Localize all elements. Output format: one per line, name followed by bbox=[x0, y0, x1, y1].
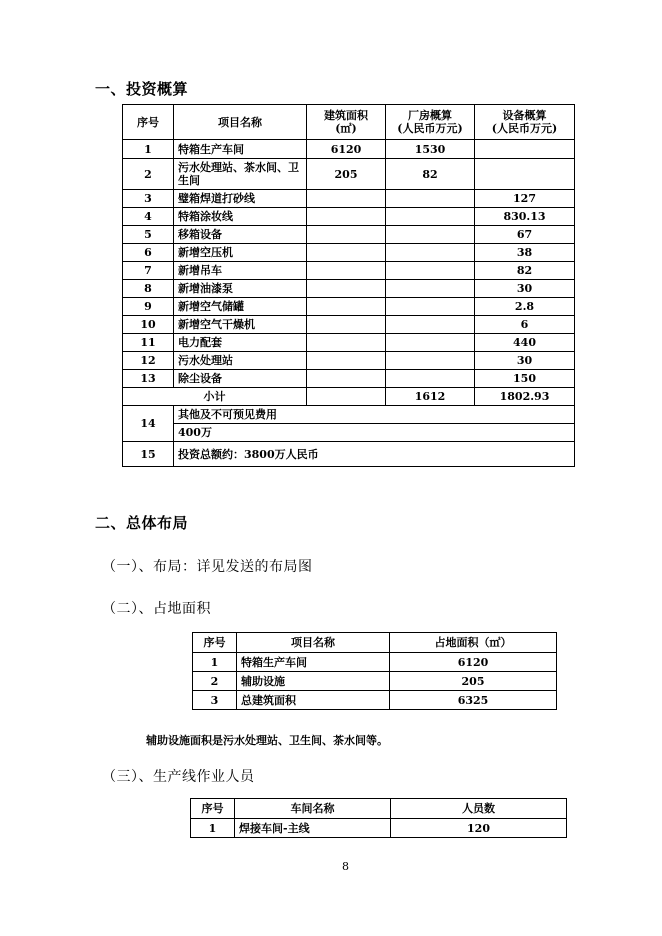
header-no: 序号 bbox=[193, 633, 237, 653]
row-plant: 82 bbox=[386, 159, 475, 190]
row-no: 6 bbox=[123, 244, 174, 262]
table-row bbox=[123, 316, 575, 334]
row-name: 污水处理站 bbox=[174, 352, 307, 370]
row-name: 辅助设施 bbox=[237, 672, 390, 691]
row-name: 新增油漆泵 bbox=[174, 280, 307, 298]
total-row bbox=[123, 442, 575, 467]
row-area bbox=[307, 370, 386, 388]
page-number: 8 bbox=[342, 860, 349, 873]
row-equipment: 150 bbox=[475, 370, 575, 388]
table-row bbox=[123, 159, 575, 190]
row-name: 新增空气储罐 bbox=[174, 298, 307, 316]
row-no: 8 bbox=[123, 280, 174, 298]
row-equipment: 440 bbox=[475, 334, 575, 352]
row-equipment: 82 bbox=[475, 262, 575, 280]
row-equipment bbox=[475, 159, 575, 190]
row-no: 13 bbox=[123, 370, 174, 388]
row-area bbox=[307, 262, 386, 280]
row-name: 总建筑面积 bbox=[237, 691, 390, 710]
row-no: 14 bbox=[123, 406, 174, 442]
table-row bbox=[123, 370, 575, 388]
table-row bbox=[193, 691, 557, 710]
investment-table bbox=[122, 104, 575, 467]
row-plant bbox=[386, 280, 475, 298]
row-equipment: 30 bbox=[475, 352, 575, 370]
area-heading: （二）、占地面积 bbox=[102, 601, 211, 617]
header-area: 占地面积（㎡） bbox=[390, 633, 557, 653]
row-name: 电力配套 bbox=[174, 334, 307, 352]
table-row bbox=[123, 190, 575, 208]
section-2-heading: 二、总体布局 bbox=[95, 514, 189, 532]
other-costs-amount-row bbox=[123, 424, 575, 442]
row-area bbox=[307, 190, 386, 208]
other-costs-label: 其他及不可预见费用 bbox=[174, 406, 575, 424]
header-workshop: 车间名称 bbox=[235, 799, 391, 819]
row-no: 9 bbox=[123, 298, 174, 316]
row-equipment: 6 bbox=[475, 316, 575, 334]
row-name: 特箱涂妆线 bbox=[174, 208, 307, 226]
row-plant bbox=[386, 316, 475, 334]
row-area: 6325 bbox=[390, 691, 557, 710]
row-area bbox=[307, 352, 386, 370]
layout-line: （一）、布局：详见发送的布局图 bbox=[102, 559, 313, 575]
table-row bbox=[123, 262, 575, 280]
row-plant bbox=[386, 334, 475, 352]
row-no: 11 bbox=[123, 334, 174, 352]
table-row bbox=[191, 819, 567, 838]
row-headcount: 120 bbox=[391, 819, 567, 838]
row-area: 6120 bbox=[390, 653, 557, 672]
area-header-row bbox=[193, 633, 557, 653]
row-no: 1 bbox=[123, 140, 174, 159]
subtotal-plant: 1612 bbox=[386, 388, 475, 406]
table-row bbox=[123, 352, 575, 370]
row-no: 3 bbox=[123, 190, 174, 208]
header-name: 项目名称 bbox=[174, 105, 307, 140]
header-area: 建筑面积 (㎡) bbox=[307, 105, 386, 140]
staff-table bbox=[190, 798, 567, 838]
table-row bbox=[123, 298, 575, 316]
row-equipment: 67 bbox=[475, 226, 575, 244]
table-row bbox=[123, 280, 575, 298]
subtotal-label: 小计 bbox=[123, 388, 307, 406]
area-note: 辅助设施面积是污水处理站、卫生间、茶水间等。 bbox=[146, 734, 388, 747]
row-area bbox=[307, 244, 386, 262]
row-no: 10 bbox=[123, 316, 174, 334]
row-area bbox=[307, 316, 386, 334]
staff-heading: （三）、生产线作业人员 bbox=[102, 769, 255, 785]
row-area bbox=[307, 208, 386, 226]
row-plant bbox=[386, 298, 475, 316]
total-investment: 投资总额约：3800万人民币 bbox=[174, 442, 575, 467]
row-area bbox=[307, 298, 386, 316]
table-row bbox=[123, 140, 575, 159]
row-equipment bbox=[475, 140, 575, 159]
row-name: 除尘设备 bbox=[174, 370, 307, 388]
row-area bbox=[307, 226, 386, 244]
row-equipment: 38 bbox=[475, 244, 575, 262]
row-plant bbox=[386, 244, 475, 262]
row-area: 6120 bbox=[307, 140, 386, 159]
row-name: 污水处理站、茶水间、卫生间 bbox=[174, 159, 307, 190]
row-area: 205 bbox=[390, 672, 557, 691]
row-area bbox=[307, 280, 386, 298]
row-no: 3 bbox=[193, 691, 237, 710]
header-equipment-cost: 设备概算 (人民币万元) bbox=[475, 105, 575, 140]
header-name: 项目名称 bbox=[237, 633, 390, 653]
header-headcount: 人员数 bbox=[391, 799, 567, 819]
row-plant bbox=[386, 226, 475, 244]
row-equipment: 30 bbox=[475, 280, 575, 298]
row-plant bbox=[386, 370, 475, 388]
header-no: 序号 bbox=[123, 105, 174, 140]
row-no: 2 bbox=[123, 159, 174, 190]
subtotal-area bbox=[307, 388, 386, 406]
section-1-heading: 一、投资概算 bbox=[95, 80, 189, 98]
row-area: 205 bbox=[307, 159, 386, 190]
row-no: 2 bbox=[193, 672, 237, 691]
row-plant bbox=[386, 262, 475, 280]
table-row bbox=[193, 672, 557, 691]
row-name: 特箱生产车间 bbox=[237, 653, 390, 672]
staff-header-row bbox=[191, 799, 567, 819]
row-no: 1 bbox=[193, 653, 237, 672]
row-equipment: 2.8 bbox=[475, 298, 575, 316]
row-name: 新增吊车 bbox=[174, 262, 307, 280]
table-row bbox=[123, 208, 575, 226]
row-equipment: 830.13 bbox=[475, 208, 575, 226]
subtotal-equipment: 1802.93 bbox=[475, 388, 575, 406]
row-plant bbox=[386, 208, 475, 226]
table-row bbox=[123, 334, 575, 352]
row-name: 移箱设备 bbox=[174, 226, 307, 244]
row-workshop: 焊接车间-主线 bbox=[235, 819, 391, 838]
row-equipment: 127 bbox=[475, 190, 575, 208]
row-plant: 1530 bbox=[386, 140, 475, 159]
table-row bbox=[123, 244, 575, 262]
other-costs-amount: 400万 bbox=[174, 424, 575, 442]
row-name: 新增空气干燥机 bbox=[174, 316, 307, 334]
table-row bbox=[123, 226, 575, 244]
table-row bbox=[193, 653, 557, 672]
row-no: 12 bbox=[123, 352, 174, 370]
row-no: 15 bbox=[123, 442, 174, 467]
investment-header-row bbox=[123, 105, 575, 140]
row-name: 新增空压机 bbox=[174, 244, 307, 262]
row-no: 1 bbox=[191, 819, 235, 838]
subtotal-row bbox=[123, 388, 575, 406]
row-no: 4 bbox=[123, 208, 174, 226]
header-no: 序号 bbox=[191, 799, 235, 819]
row-area bbox=[307, 334, 386, 352]
row-plant bbox=[386, 352, 475, 370]
row-plant bbox=[386, 190, 475, 208]
row-no: 7 bbox=[123, 262, 174, 280]
row-no: 5 bbox=[123, 226, 174, 244]
area-table bbox=[192, 632, 557, 710]
other-costs-row bbox=[123, 406, 575, 424]
row-name: 特箱生产车间 bbox=[174, 140, 307, 159]
header-plant-cost: 厂房概算 (人民币万元) bbox=[386, 105, 475, 140]
row-name: 璧箱焊道打砂线 bbox=[174, 190, 307, 208]
